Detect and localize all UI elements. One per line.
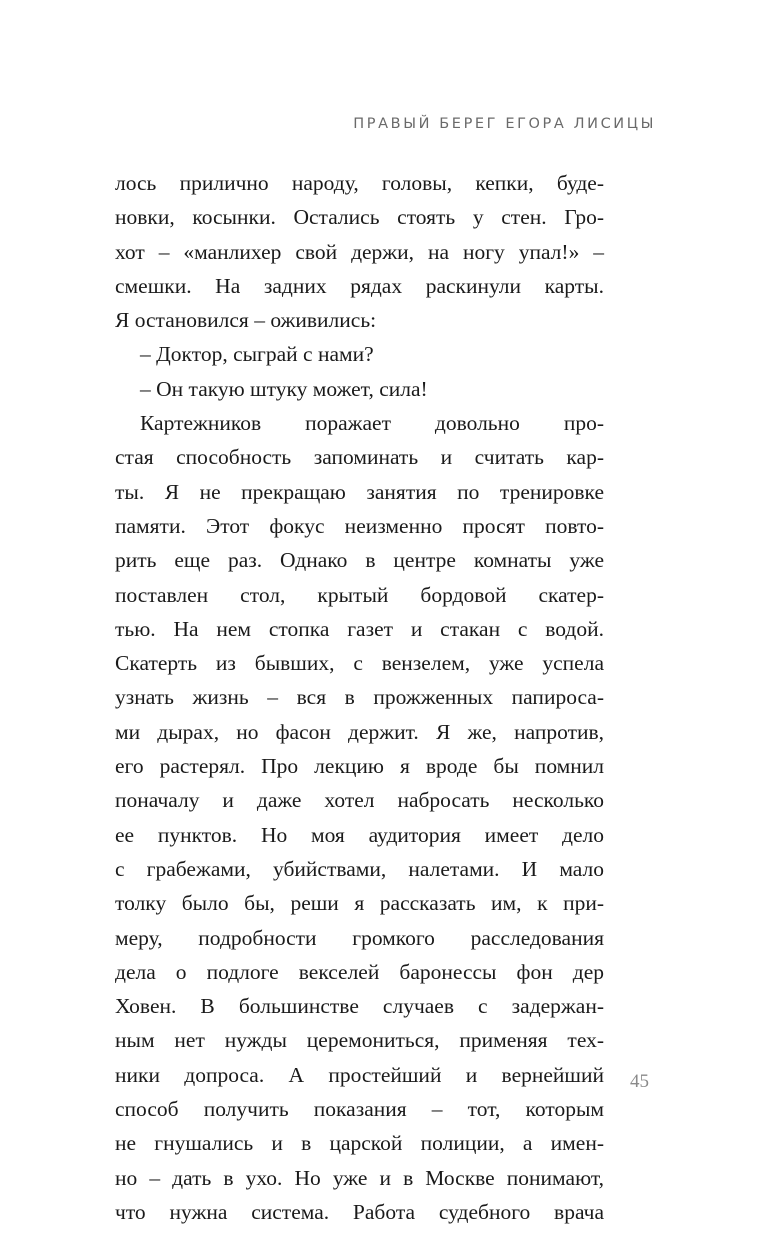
page-number: 45 [630,1071,649,1092]
text-line: ее пунктов. Но моя аудитория имеет дело [115,822,604,847]
text-line: с грабежами, убийствами, налетами. И мало [115,856,604,881]
body-text [115,166,604,1229]
text-line: меру, подробности громкого расследования [115,925,604,950]
text-line: ми дырах, но фасон держит. Я же, напротив, [115,719,604,744]
text-line: рить еще раз. Однако в центре комнаты уже [115,548,604,573]
text-line: ники допроса. А простейший и вернейший [115,1062,604,1087]
text-line: поставлен стол, крытый бордовой скатер- [115,582,604,607]
text-line: стая способность запоминать и считать кар- [115,445,604,470]
text-line: смешки. На задних рядах раскинули карты. [115,273,604,298]
text-line: Скатерть из бывших, с вензелем, уже успела [115,651,604,676]
text-line: хот – «манлихер свой держи, на ногу упал!» – [115,239,604,264]
text-line: толку было бы, реши я рассказать им, к при- [115,891,604,916]
text-line: поначалу и даже хотел набросать несколько [115,788,604,813]
text-line: ты. Я не прекращаю занятия по тренировке [115,479,604,504]
paragraph-first-line: Картежников поражает довольно про- [140,411,604,436]
text-line: Я остановился – оживились: [115,308,377,333]
running-head: ПРАВЫЙ БЕРЕГ ЕГОРА ЛИСИЦЫ [353,116,656,132]
text-line: дела о подлоге векселей баронессы фон дер [115,959,604,984]
text-line: ным нет нужды церемониться, применяя тех- [115,1028,604,1053]
text-line: новки, косынки. Остались стоять у стен. Гро- [115,205,604,230]
text-line: его растерял. Про лекцию я вроде бы помнил [115,754,604,779]
text-line: памяти. Этот фокус неизменно просят повто- [115,513,604,538]
text-line: что нужна система. Работа судебного врача [115,1199,604,1224]
text-line: способ получить показания – тот, которым [115,1097,604,1122]
text-line: тью. На нем стопка газет и стакан с водой. [115,616,604,641]
dialogue-line: – Он такую штуку может, сила! [140,376,428,401]
text-line: Ховен. В большинстве случаев с задержан- [115,994,604,1019]
text-line: лось прилично народу, головы, кепки, буде- [115,171,604,195]
text-line: не гнушались и в царской полиции, а имен- [115,1131,604,1156]
text-line: узнать жизнь – вся в прожженных папироса- [115,685,604,710]
text-line: но – дать в ухо. Но уже и в Москве понимают, [115,1165,604,1190]
dialogue-line: – Доктор, сыграй с нами? [140,342,374,367]
